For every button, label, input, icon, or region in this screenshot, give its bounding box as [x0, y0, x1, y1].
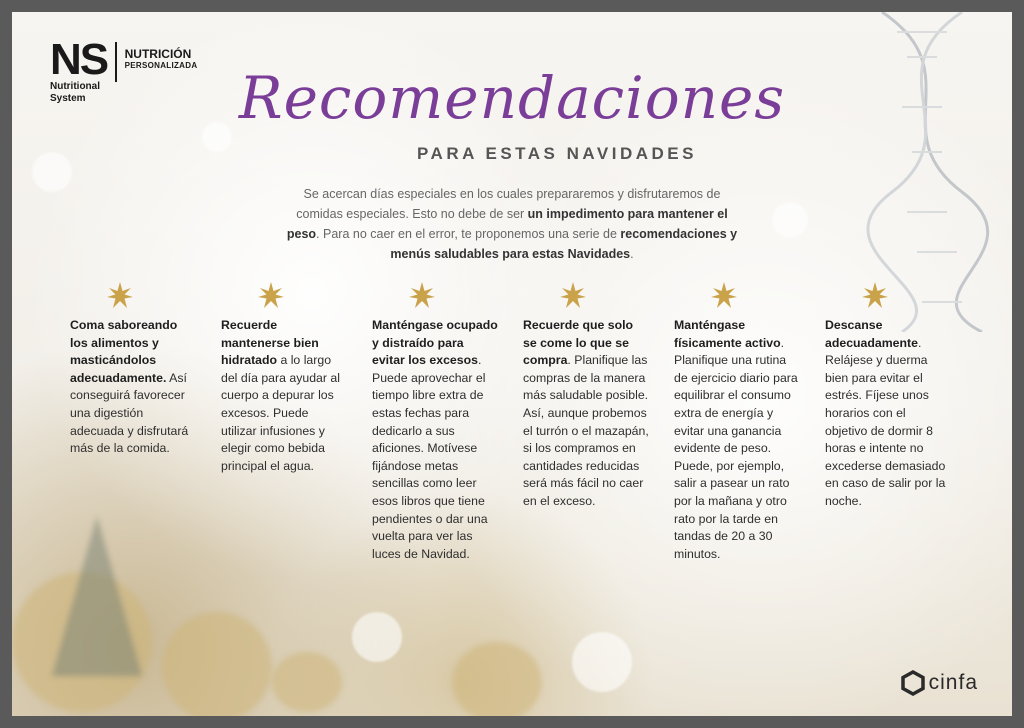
recommendation-text: . Planifique las compras de la manera más saludable posible. Así, aunque probemos el turrón o el mazapán, si los compramos en cantidades reducidas será más fácil no caer en el exceso. [523, 353, 649, 508]
page [12, 12, 1012, 716]
page-title: Recomendaciones [238, 64, 786, 132]
recommendation-heading: Recuerde mantenerse bien hidratado [221, 318, 319, 368]
recommendation-heading: Manténgase ocupado y distraído para evitar los excesos [372, 318, 498, 368]
intro-bold-1: un impedimento para mantener el peso [286, 207, 728, 241]
bokeh-gold [162, 612, 272, 716]
recommendation-column-3 [372, 317, 498, 563]
recommendation-text: . Relájese y duerma bien para evitar el estrés. Fíjese unos horarios con el objetivo de dormir 8 horas e intente no excederse demasiado en caso de salir por la noche. [825, 335, 946, 508]
recommendation-column-4 [523, 317, 649, 511]
star-icon [409, 282, 435, 308]
bokeh-gold [452, 642, 542, 716]
recommendation-heading: Descanse adecuadamente [825, 318, 918, 350]
recommendation-heading: Coma saboreando los alimentos y masticándolos adecuadamente. [70, 318, 178, 385]
intro-text-2: . Para no caer en el error, te proponemos una serie de [316, 227, 621, 241]
christmas-tree-decoration [52, 516, 142, 676]
star-icon [560, 282, 586, 308]
recommendation-text: . Puede aprovechar el tiempo libre extra de estas fechas para dedicarlo a sus aficiones. Motívese fijándose metas sencillas como leer esos libros que tiene pendientes o dar una vuelta para ver las luces de Navidad. [372, 353, 488, 561]
tagline-personalizada: PERSONALIZADA [124, 61, 198, 70]
recommendation-heading: Manténgase físicamente activo [674, 318, 781, 350]
recommendation-text: a lo largo del día para ayudar al cuerpo a depurar los excesos. Puede utilizar infusiones y elegir como bebida principal el agua. [221, 353, 340, 473]
recommendation-text: . Planifique una rutina de ejercicio diario para equilibrar el consumo extra de energía y evitar una ganancia evidente de peso. Puede, por ejemplo, salir a pasear un rato por la mañana y otro rato por la tarde en tandas de 20 a 30 minutos. [674, 335, 798, 561]
intro-text-3: . [630, 247, 634, 261]
recommendation-column-5 [674, 317, 800, 563]
star-icon [107, 282, 133, 308]
recommendation-column-6 [825, 317, 951, 511]
page-subtitle: PARA ESTAS NAVIDADES [416, 144, 697, 163]
intro-text-1: Se acercan días especiales en los cuales prepararemos y disfrutaremos de comidas especiales. Esto no debe de ser [296, 187, 721, 221]
logo-sub-1: Nutritional [50, 81, 100, 92]
recommendation-column-1 [70, 317, 196, 458]
logo-mark: NS [50, 35, 108, 84]
intro-paragraph [282, 184, 742, 264]
star-icon [711, 282, 737, 308]
cinfa-logo [901, 670, 978, 696]
star-icon [258, 282, 284, 308]
star-icon [862, 282, 888, 308]
tagline-nutricion: NUTRICIÓN [124, 47, 192, 61]
hexagon-icon [901, 670, 925, 696]
cinfa-wordmark: cinfa [928, 671, 978, 694]
bokeh-light [352, 612, 402, 662]
recommendation-heading: Recuerde que solo se come lo que se compra [523, 318, 634, 368]
bokeh-light [772, 202, 808, 238]
logo-sub-2: System [50, 93, 86, 104]
recommendation-text: Así conseguirá favorecer una digestión adecuada y disfrutará más de la comida. [70, 370, 189, 456]
bokeh-gold [272, 652, 342, 712]
bokeh-light [572, 632, 632, 692]
recommendation-column-2 [221, 317, 347, 475]
intro-bold-2: recomendaciones y menús saludables para estas Navidades [390, 227, 738, 261]
